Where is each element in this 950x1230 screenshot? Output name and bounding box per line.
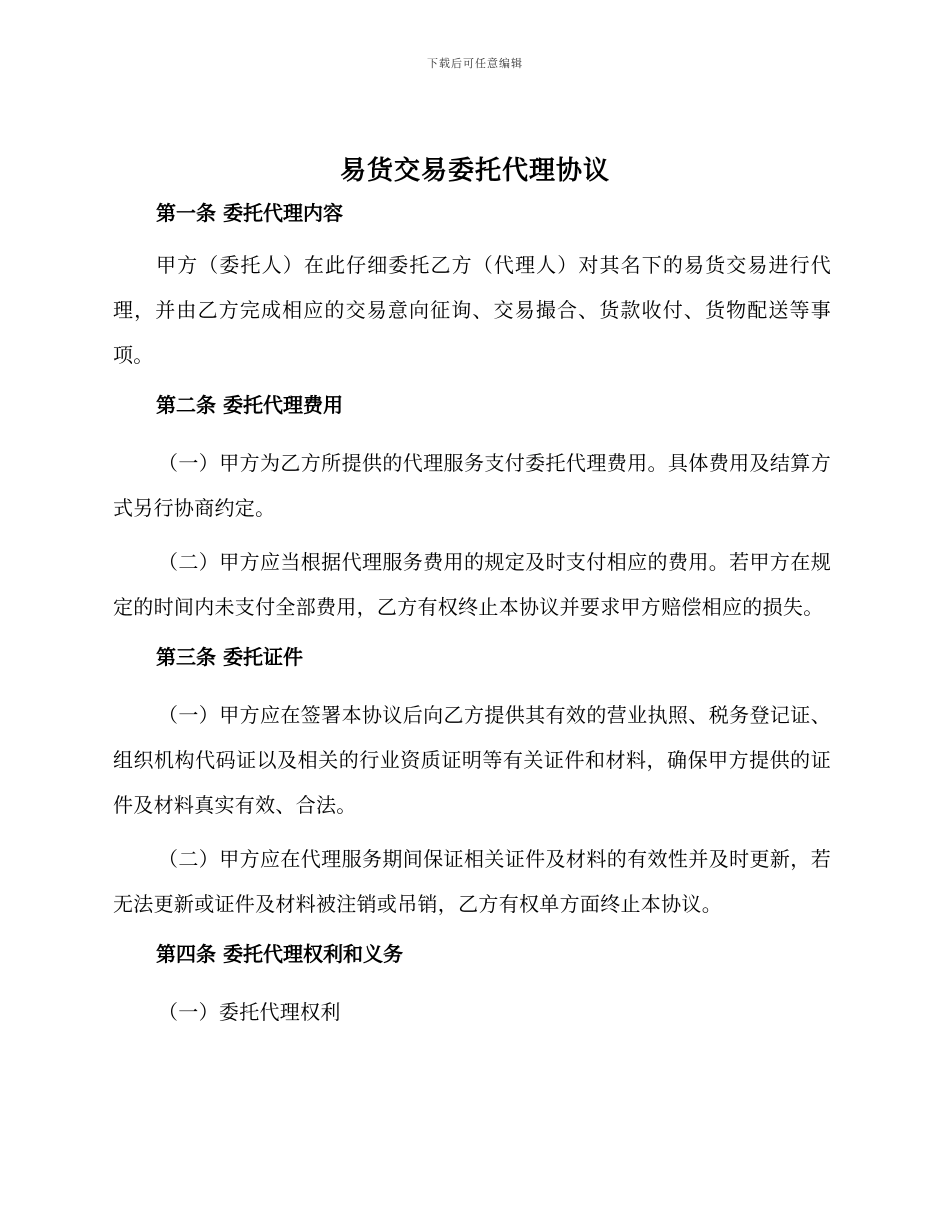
document-title: 易货交易委托代理协议 bbox=[339, 156, 610, 186]
article-2-paragraph-1: （一）甲方为乙方所提供的代理服务支付委托代理费用。具体费用及结算方式另行协商约定。 bbox=[113, 451, 831, 520]
article-2-heading: 第二条 委托代理费用 bbox=[156, 393, 343, 417]
article-3-paragraph-2: （二）甲方应在代理服务期间保证相关证件及材料的有效性并及时更新，若无法更新或证件及材料被注销或吊销，乙方有权单方面终止本协议。 bbox=[113, 847, 831, 916]
article-1-heading: 第一条 委托代理内容 bbox=[156, 201, 343, 225]
article-2-paragraph-2: （二）甲方应当根据代理服务费用的规定及时支付相应的费用。若甲方在规定的时间内未支付全部费用，乙方有权终止本协议并要求甲方赔偿相应的损失。 bbox=[113, 550, 831, 619]
article-3-paragraph-1: （一）甲方应在签署本协议后向乙方提供其有效的营业执照、税务登记证、组织机构代码证以及相关的行业资质证明等有关证件和材料，确保甲方提供的证件及材料真实有效、合法。 bbox=[113, 703, 831, 817]
article-3-heading: 第三条 委托证件 bbox=[156, 645, 303, 669]
document-body bbox=[113, 195, 831, 1044]
article-4-paragraph-1: （一）委托代理权利 bbox=[158, 1000, 341, 1024]
page-header-note: 下载后可任意编辑 bbox=[427, 57, 523, 70]
article-4-heading: 第四条 委托代理权利和义务 bbox=[156, 942, 403, 966]
article-1-paragraph-1: 甲方（委托人）在此仔细委托乙方（代理人）对其名下的易货交易进行代理，并由乙方完成相应的交易意向征询、交易撮合、货款收付、货物配送等事项。 bbox=[113, 253, 831, 367]
